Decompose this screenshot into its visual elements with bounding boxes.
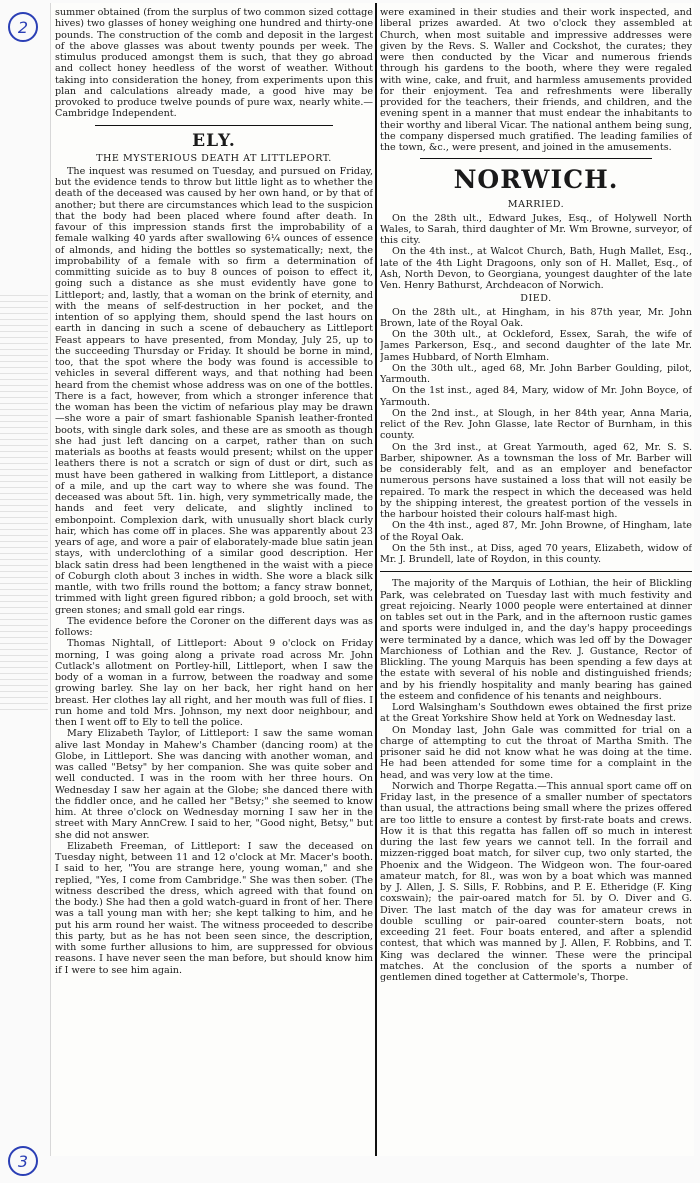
section-rule: [95, 125, 333, 126]
right-intro-paragraph: were examined in their studies and their work inspected, and liberal prizes awarded. At two o'clock they assembled at Church, when most suitable and impressive addresses were given by the Revs. S. Waller and Cockshot, the curates; they were then conducted by the Vicar and numerous friends through his gardens to the booth, where they were regaled with wine, cake, and fruit, and harmless amusements provided for their enjoyment. Tea and refreshments were liberally provided for the teachers, their friends, and children, and the evening spent in a manner that must endear the inhabitants to their worthy and liberal Vicar. The national anthem being sung, the company dispersed much gratified. The leading families of the town, &c., were present, and joined in the amusements.: [380, 7, 692, 153]
death-notice: On the 4th inst., aged 87, Mr. John Browne, of Hingham, late of the Royal Oak.: [380, 520, 692, 543]
article-paragraph: The evidence before the Coroner on the different days was as follows:: [55, 615, 373, 638]
bleed-through-shadow: [0, 290, 48, 710]
death-notice: On the 28th ult., at Hingham, in his 87th year, Mr. John Brown, late of the Royal Oak.: [380, 306, 692, 329]
death-notice: On the 1st inst., aged 84, Mary, widow of Mr. John Boyce, of Yarmouth.: [380, 385, 692, 408]
news-paragraph: The majority of the Marquis of Lothian, the heir of Blickling Park, was celebrated on Tuesday last with much festivity and great rejoicing. Nearly 1000 people were entertained at dinner on tables set out in the Park, and in the afternoon rustic games and sports were indulged in, and the day's happy proceedings were terminated by a dance, which was led off by the Dowager Marchioness of Lothian and the Rev. J. Gustance, Rector of Blickling. The young Marquis has been spending a few days at the estate with several of his noble and distinguished friends; and by his friendly hospitality and manly bearing has gained the esteem and confidence of his tenants and neighbours.: [380, 578, 692, 702]
article-title: THE MYSTERIOUS DEATH AT LITTLEPORT.: [96, 152, 332, 164]
death-notice: On the 2nd inst., at Slough, in her 84th year, Anna Maria, relict of the Rev. John Glasse, late Rector of Burnham, in this county.: [380, 407, 692, 442]
death-notice: On the 30th ult., at Ockleford, Essex, Sarah, the wife of James Parkerson, Esq., and second daughter of the late Mr. James Hubbard, of North Elmham.: [380, 329, 692, 363]
section-rule: [380, 571, 692, 572]
news-paragraph: Norwich and Thorpe Regatta.—This annual sport came off on Friday last, in the presence of a smaller number of spectators than usual, the attractions being small where the prizes offered are too little to ensure a contest by first-rate boats and crews. How it is that this regatta has fallen off so much in interest during the last few years we cannot tell. In the forrail and mizzen-rigged boat match, for silver cup, two only started, the Phoenix and the Widgeon. The Widgeon won. The four-oared amateur match, for 8l., was won by a boat which was manned by J. Allen, J. S. Sills, F. Robbins, and P. E. Etheridge (F. King coxswain); the pair-oared match for 5l. by O. Diver and G. Diver. The last match of the day was for amateur crews in double sculling or pair-oared counter-stern boats, not exceeding 21 feet. Four boats entered, and after a splendid contest, that which was manned by J. Allen, F. Robbins, and T. King was declared the winner. These were the principal matches. At the conclusion of the sports a number of gentlemen dined together at Cattermole's, Thorpe.: [380, 780, 692, 983]
right-column: [380, 7, 692, 1152]
left-column: [55, 7, 373, 1152]
article-paragraph: The inquest was resumed on Tuesday, and pursued on Friday, but the evidence tends to throw but little light as to whether the death of the deceased was caused by her own hand, or by that of another; but there are circumstances which lead to the suspicion that the body had been placed where found after death. In favour of this impression stands first the improbability of a female walking 40 yards after swallowing 6¼ ounces of essence of almonds, and hiding the bottles so systematically; next, the improbability of a female with so firm a determination of committing suicide as to buy 8 ounces of poison to effect it, going such a distance as she must evidently have gone to Littleport; and, lastly, that a woman on the brink of eternity, and with the means of self-destruction in her pocket, and the intention of so applying them, should spend the last hours on earth in dancing in such a scene of debauchery as Littleport Feast appears to have presented, from Monday, July 25, up to the succeeding Thursday or Friday. It should be borne in mind, too, that the spot where the body was found is accessible to vehicles in several different ways, and that nothing had been heard from the chemist whose address was on one of the bottles. There is a fact, however, from which a stronger inference that the woman has been the victim of nefarious play may be drawn—she wore a pair of smart fashionable Spanish leather-fronted boots, with single dark soles, and these are as smooth as though she had just left dancing on a carpet, rather than on such materials as booths at feasts would present; whilst on the upper leathers there is not a scratch or sign of dust or dirt, such as must have been gathered in walking from Littleport, a distance of a mile, and up the cart way to where she was found. The deceased was about 5ft. 1in. high, very symmetrically made, the hands and feet very delicate, and slightly inclined to embonpoint. Complexion dark, with unusually short black curly hair, which has come off in places. She was apparently about 23 years of age, and wore a pair of elaborately-made blue satin jean stays, with underclothing of a similar good description. Her black satin dress had been lengthened in the waist with a piece of Coburgh cloth about 3 inches in width. She wore a black silk mantle, with two frills round the bottom; a fancy straw bonnet, trimmed with light green figured ribbon; a gold brooch, set with green stones; and small gold ear rings.: [55, 165, 373, 616]
married-notice: On the 28th ult., Edward Jukes, Esq., of Holywell North Wales, to Sarah, third daughter of Mr. Wm Browne, surveyor, of this city.: [380, 212, 692, 246]
left-intro-paragraph: summer obtained (from the surplus of two common sized cottage hives) two glasses of honey weighing one hundred and thirty-one pounds. The construction of the comb and deposit in the largest of the above glasses was about twenty pounds per week. The stimulus produced amongst them is such, that they go abroad and collect honey heedless of the worst of weather. Without taking into consideration the honey, from experiments upon this plan and calculations already made, a good hive may be provoked to produce twelve pounds of pure wax, nearly white.—Cambridge Independent.: [55, 7, 373, 120]
column-divider: [375, 3, 377, 1156]
news-paragraph: Lord Walsingham's Southdown ewes obtained the first prize at the Great Yorkshire Show held at York on Wednesday last.: [380, 702, 692, 725]
death-notice: On the 5th inst., at Diss, aged 70 years, Elizabeth, widow of Mr. J. Brundell, late of Roydon, in this county.: [380, 542, 692, 565]
newspaper-page: [50, 3, 694, 1156]
married-heading: MARRIED.: [507, 199, 565, 211]
married-notice: On the 4th inst., at Walcot Church, Bath, Hugh Mallet, Esq., late of the 4th Light Dragoons, only son of H. Mallet, Esq., of Ash, North Devon, to Georgiana, youngest daughter of the late Ven. Henry Bathurst, Archdeacon of Norwich.: [380, 246, 692, 291]
article-paragraph: Elizabeth Freeman, of Littleport: I saw the deceased on Tuesday night, between 11 and 12 o'clock at Mr. Macer's booth. I said to her, "You are strange here, young woman," and she replied, "Yes, I come from Cambridge." She was then sober. (The witness described the dress, which agreed with that found on the body.) She had then a gold watch-guard in front of her. There was a tall young man with her; she kept talking to him, and he put his arm round her waist. The witness proceeded to describe this party, but as he has not been seen since, the description, with some further allusions to him, are suppressed for obvious reasons. I have never seen the man before, but should know him if I were to see him again.: [55, 840, 373, 976]
died-heading: DIED.: [520, 293, 552, 305]
death-notice: On the 30th ult., aged 68, Mr. John Barber Goulding, pilot, Yarmouth.: [380, 362, 692, 385]
section-rule: [420, 158, 652, 159]
norwich-heading: NORWICH.: [453, 165, 619, 195]
article-paragraph: Thomas Nightall, of Littleport: About 9 o'clock on Friday morning, I was going along a private road across Mr. John Cutlack's allotment on Portley-hill, Littleport, when I saw the body of a woman in a furrow, between the roadway and some growing barley. She lay on her back, her right hand on her breast. Her clothes lay all right, and her mouth was full of flies. I run home and told Mrs. Johnson, my next door neighbour, and then I went off to Ely to tell the police.: [55, 638, 373, 728]
news-paragraph: On Monday last, John Gale was committed for trial on a charge of attempting to cut the throat of Martha Smith. The prisoner said he did not know what he was doing at the time. He had been attended for some time for a complaint in the head, and was very low at the time.: [380, 724, 692, 781]
page-number-marker-top: 2: [8, 12, 38, 42]
ely-heading: ELY.: [192, 130, 236, 151]
death-notice: On the 3rd inst., at Great Yarmouth, aged 62, Mr. S. S. Barber, shipowner. As a townsman the loss of Mr. Barber will be considerably felt, and as an employer and benefactor numerous persons have sustained a loss that will not easily be repaired. To mark the respect in which the deceased was held by the shipping interest, the greatest portion of the vessels in the harbour hoisted their colours half-mast high.: [380, 441, 692, 520]
article-paragraph: Mary Elizabeth Taylor, of Littleport: I saw the same woman alive last Monday in Mahew's Chamber (dancing room) at the Globe, in Littleport. She was dancing with another woman, and was called "Betsy" by her companion. She was quite sober and well conducted. I was in the room with her three hours. On Wednesday I saw her again at the Globe; she danced there with the fiddler once, and he called her "Betsy;" she seemed to know him. At three o'clock on Wednesday morning I saw her in the street with Mary AnnCrew. I said to her, "Good night, Betsy," but she did not answer.: [55, 728, 373, 841]
page-number-marker-bottom: 3: [8, 1146, 38, 1176]
